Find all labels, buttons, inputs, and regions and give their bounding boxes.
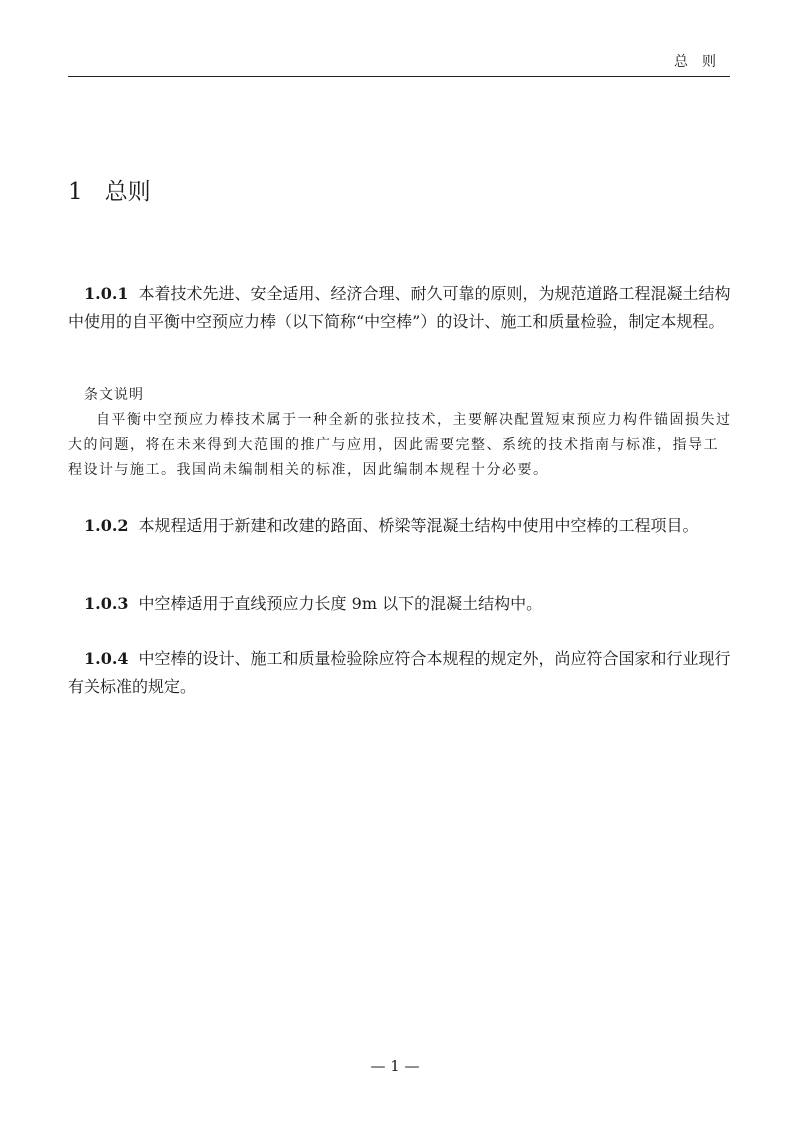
clause-text: 本着技术先进、安全适用、经济合理、耐久可靠的原则，为规范道路工程混凝土结构中使用的自平衡中空预应力棒（以下简称“中空棒”）的设计、施工和质量检验，制定本规程。	[68, 284, 731, 331]
running-header	[68, 52, 730, 77]
explanation-heading: 条文说明	[84, 387, 144, 403]
clause-1-0-1	[68, 280, 734, 336]
clause-text: 中空棒适用于直线预应力长度 9m 以下的混凝土结构中。	[138, 594, 543, 613]
clause-1-0-3	[68, 590, 734, 618]
clause-number: 1.0.4	[84, 649, 129, 668]
clause-text: 中空棒的设计、施工和质量检验除应符合本规程的规定外，尚应符合国家和行业现行有关标准的规定。	[68, 649, 731, 696]
clause-1-0-2	[68, 512, 734, 540]
chapter-title-text: 总则	[104, 179, 151, 205]
clause-number: 1.0.1	[84, 284, 129, 303]
clause-number: 1.0.3	[84, 594, 129, 613]
chapter-number: 1	[68, 179, 83, 205]
explanation-text: 自平衡中空预应力棒技术属于一种全新的张拉技术，主要解决配置短束预应力构件锚固损失过大的问题，将在未来得到大范围的推广与应用，因此需要完整、系统的技术指南与标准，指导工程设计与施工。我国尚未编制相关的标准，因此编制本规程十分必要。	[68, 412, 732, 478]
page-number: — 1 —	[370, 1057, 420, 1075]
clause-text: 本规程适用于新建和改建的路面、桥梁等混凝土结构中使用中空棒的工程项目。	[138, 516, 699, 535]
chapter-title	[68, 176, 151, 208]
running-header-title: 总则	[674, 54, 730, 70]
clause-1-0-4	[68, 645, 734, 701]
clause-number: 1.0.2	[84, 516, 129, 535]
